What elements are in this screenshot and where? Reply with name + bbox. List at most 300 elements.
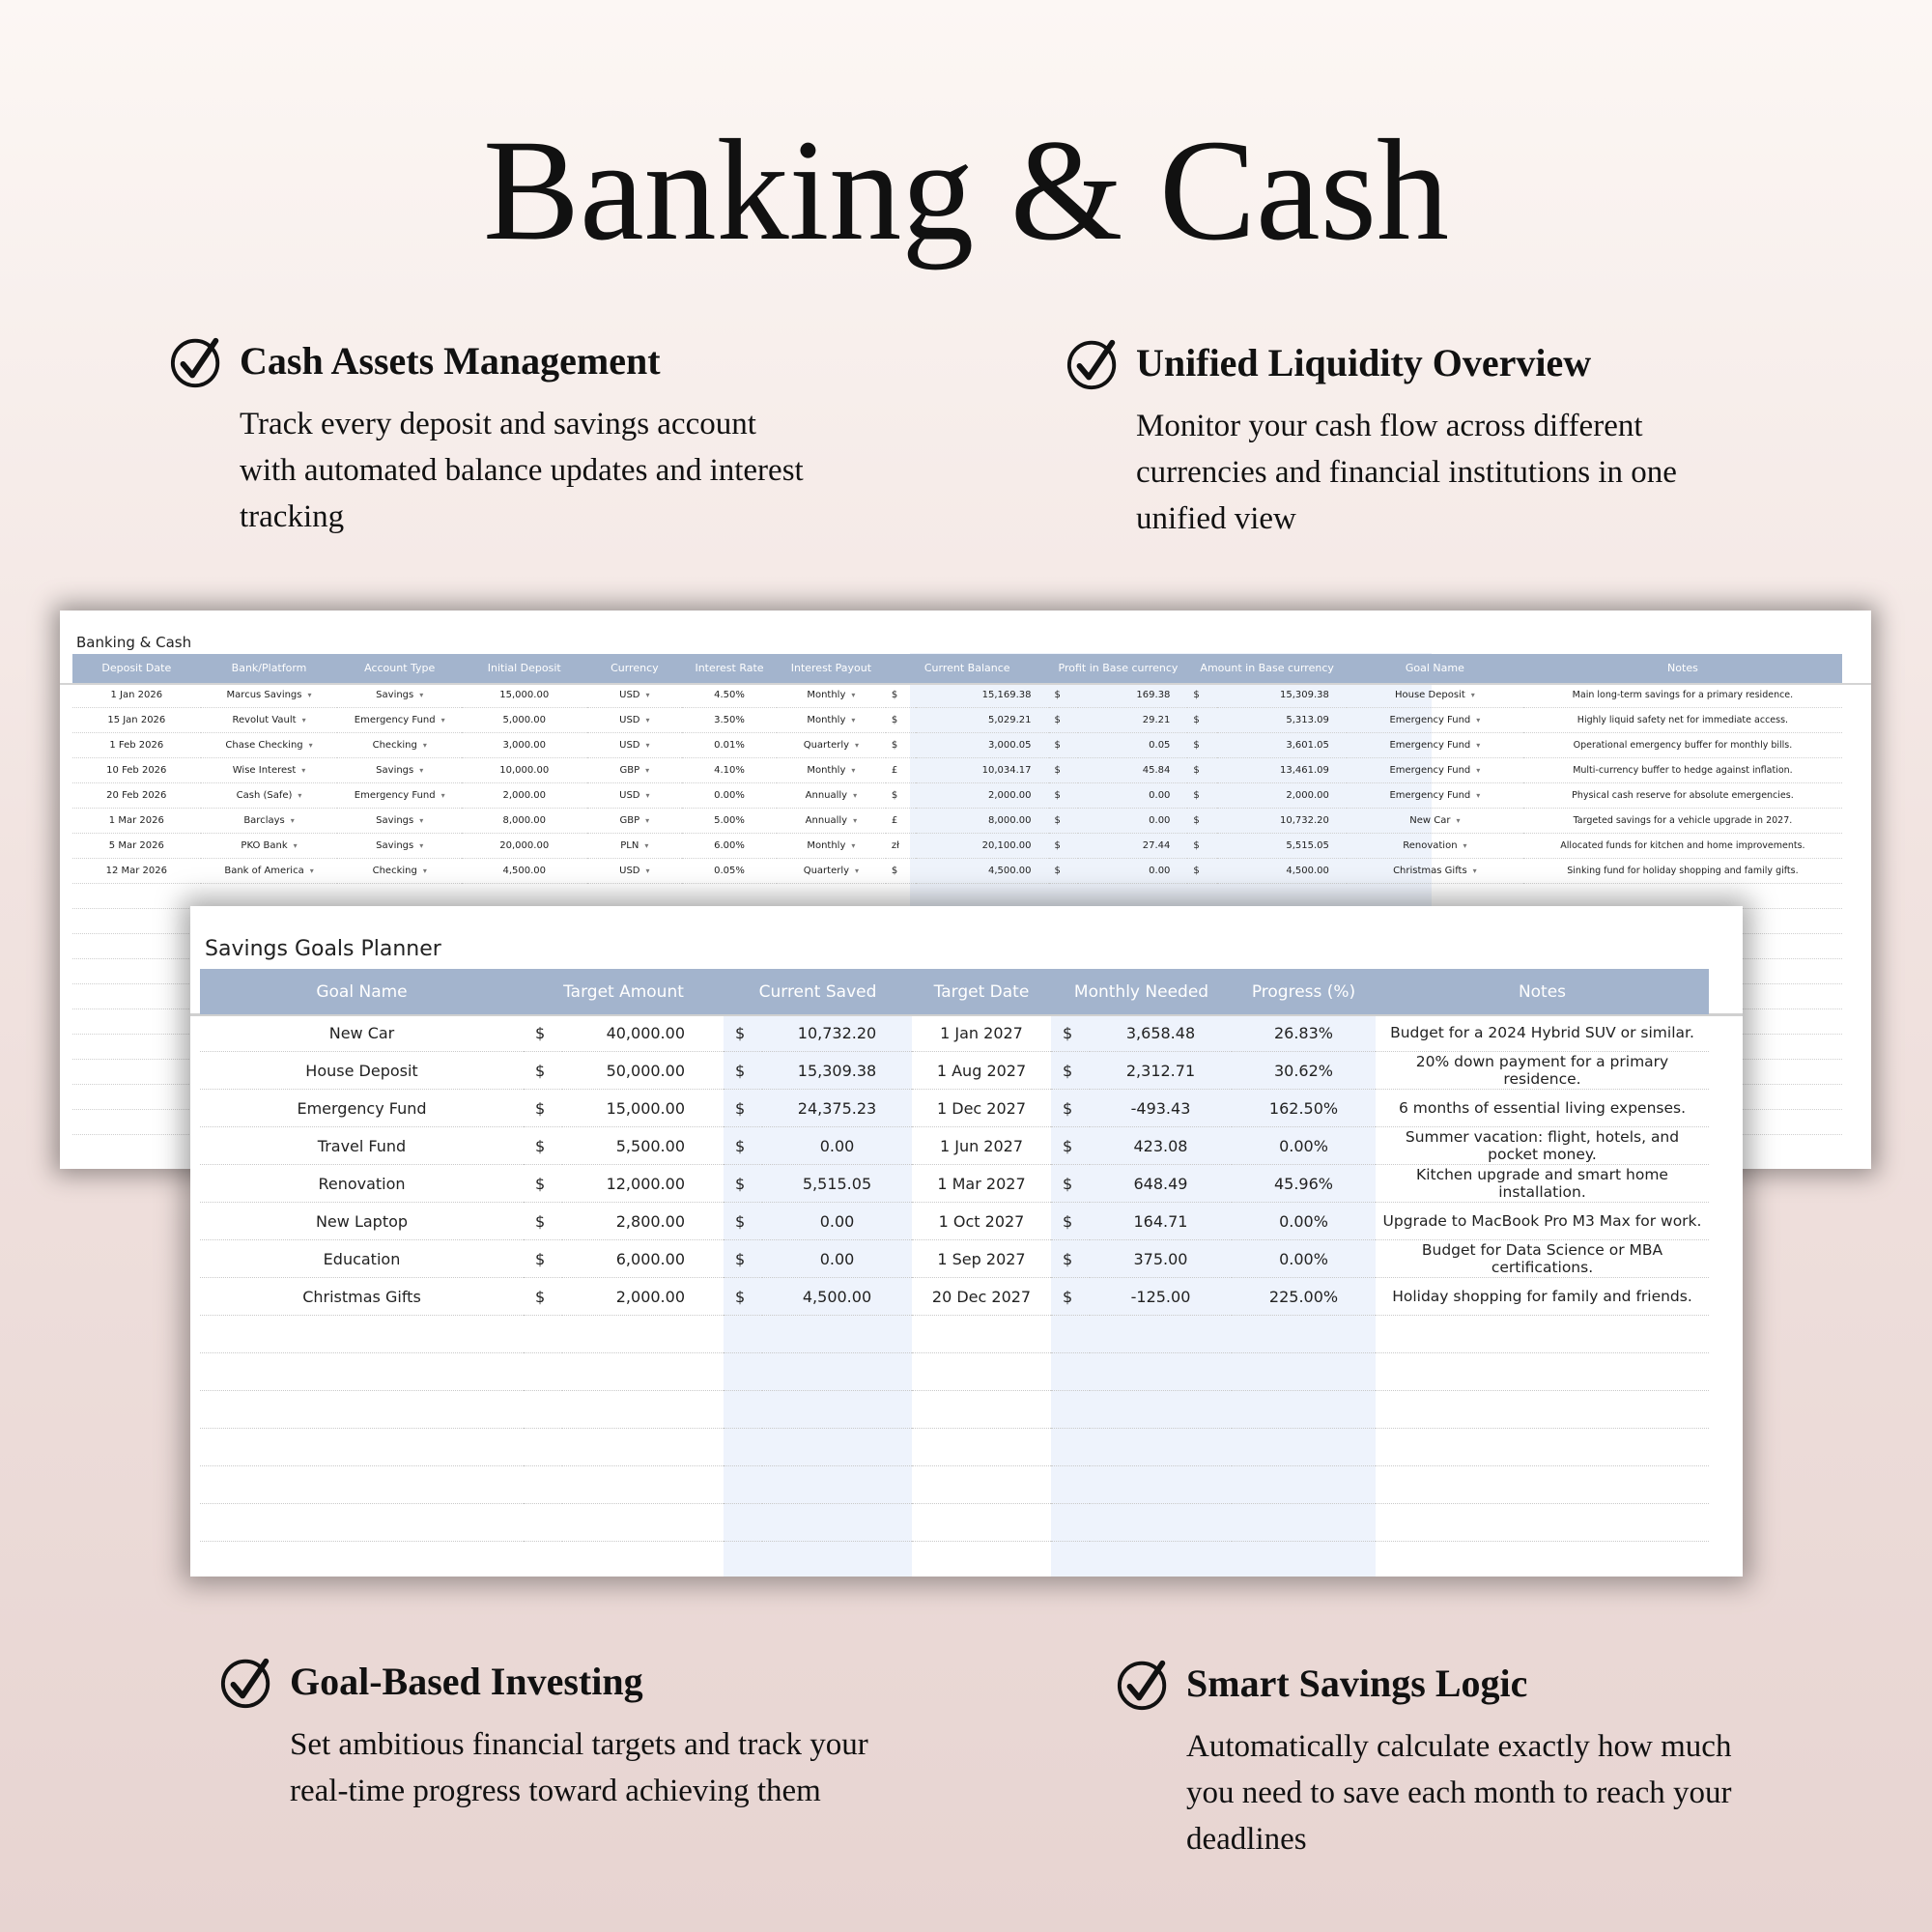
empty-cell[interactable] (462, 884, 587, 909)
currency-cell[interactable] (587, 758, 683, 783)
empty-cell[interactable] (200, 1466, 524, 1504)
target-date-cell[interactable] (912, 1090, 1051, 1127)
dropdown-arrow-icon[interactable]: ▾ (419, 766, 424, 775)
monthly-needed-cell-value: -125.00 (1130, 1287, 1191, 1306)
initial-deposit-cell[interactable] (462, 783, 587, 809)
progress-cell (1232, 1127, 1376, 1165)
empty-cell[interactable] (72, 1060, 201, 1085)
target-date-cell-value: 1 Mar 2027 (937, 1174, 1026, 1193)
deposit-date-cell[interactable] (72, 859, 201, 884)
goal-name-cell[interactable] (1347, 758, 1523, 783)
dropdown-arrow-icon[interactable]: ▾ (645, 741, 650, 750)
dropdown-arrow-icon[interactable]: ▾ (419, 841, 424, 850)
initial-deposit-cell[interactable] (462, 834, 587, 859)
interest-payout-cell[interactable] (777, 859, 886, 884)
currency-symbol-cell (1049, 809, 1079, 834)
empty-cell[interactable] (1051, 1316, 1090, 1353)
empty-cell[interactable] (72, 884, 201, 909)
currency-symbol-cell-value: $ (891, 715, 898, 725)
notes-cell[interactable] (1376, 1240, 1709, 1278)
empty-cell[interactable] (1232, 1542, 1376, 1577)
interest-rate-cell[interactable] (682, 783, 777, 809)
target-date-cell[interactable] (912, 1052, 1051, 1090)
empty-cell[interactable] (562, 1504, 724, 1542)
empty-cell[interactable] (200, 1353, 524, 1391)
currency-symbol-cell-value: $ (735, 1211, 746, 1231)
current-balance-cell-value: 3,000.05 (987, 740, 1032, 751)
target-date-cell[interactable] (912, 1014, 1051, 1052)
dropdown-arrow-icon[interactable]: ▾ (440, 716, 445, 724)
empty-cell[interactable] (72, 1035, 201, 1060)
dropdown-arrow-icon[interactable]: ▾ (301, 766, 306, 775)
col-header[interactable]: Goal Name (1347, 654, 1523, 683)
dropdown-arrow-icon[interactable]: ▾ (645, 867, 650, 875)
empty-cell[interactable] (1232, 1391, 1376, 1429)
empty-cell[interactable] (72, 1085, 201, 1110)
dropdown-arrow-icon[interactable]: ▾ (419, 816, 424, 825)
empty-cell[interactable] (724, 1316, 762, 1353)
notes-cell[interactable] (1523, 859, 1842, 884)
table-row (72, 834, 1842, 859)
table-row (72, 783, 1842, 809)
dropdown-arrow-icon[interactable]: ▾ (1470, 691, 1475, 699)
interest-payout-cell[interactable] (777, 783, 886, 809)
currency-cell[interactable] (587, 783, 683, 809)
empty-cell[interactable] (724, 1353, 762, 1391)
goal-name-cell[interactable] (1347, 859, 1523, 884)
empty-cell[interactable] (912, 1504, 1051, 1542)
initial-deposit-cell[interactable] (462, 859, 587, 884)
empty-cell[interactable] (1051, 1429, 1090, 1466)
bank-platform-cell[interactable] (201, 859, 338, 884)
amount-base-cell-value: 5,313.09 (1286, 715, 1329, 725)
progress-cell-value: 0.00% (1279, 1249, 1328, 1268)
notes-cell[interactable] (1376, 1278, 1709, 1316)
goal-name-cell[interactable] (1347, 834, 1523, 859)
empty-cell[interactable] (1232, 1429, 1376, 1466)
currency-symbol-cell (724, 1165, 762, 1203)
empty-cell[interactable] (762, 1429, 912, 1466)
col-header[interactable]: Account Type (337, 654, 462, 683)
profit-cell (1078, 733, 1187, 758)
profit-cell-value: 0.00 (1149, 790, 1171, 801)
currency-symbol-cell (1187, 758, 1217, 783)
empty-cell[interactable] (912, 1466, 1051, 1504)
empty-cell[interactable] (562, 1391, 724, 1429)
empty-cell[interactable] (562, 1542, 724, 1577)
col-header[interactable]: Interest Payout (777, 654, 886, 683)
empty-cell[interactable] (201, 884, 338, 909)
empty-cell[interactable] (912, 1429, 1051, 1466)
notes-cell[interactable] (1523, 758, 1842, 783)
empty-cell[interactable] (724, 1466, 762, 1504)
notes-cell[interactable] (1376, 1165, 1709, 1203)
dropdown-arrow-icon[interactable]: ▾ (851, 841, 856, 850)
currency-symbol-cell-value: $ (535, 1023, 546, 1042)
account-type-cell[interactable] (337, 758, 462, 783)
currency-cell[interactable] (587, 733, 683, 758)
feature-description: Automatically calculate exactly how much you need to save each month to reach your deadlines (1186, 1729, 1732, 1857)
col-header[interactable]: Progress (%) (1232, 969, 1376, 1014)
deposit-date-cell-value: 1 Feb 2026 (109, 740, 164, 751)
dropdown-arrow-icon[interactable]: ▾ (1472, 867, 1477, 875)
initial-deposit-cell-value: 2,000.00 (502, 790, 546, 801)
col-header[interactable]: Bank/Platform (201, 654, 338, 683)
empty-cell[interactable] (562, 1316, 724, 1353)
empty-cell[interactable] (337, 884, 462, 909)
dropdown-arrow-icon[interactable]: ▾ (645, 816, 650, 825)
interest-rate-cell[interactable] (682, 708, 777, 733)
goal-name-cell-value: New Car (1409, 815, 1451, 826)
empty-cell[interactable] (200, 1504, 524, 1542)
deposit-date-cell-value: 15 Jan 2026 (107, 715, 166, 725)
dropdown-arrow-icon[interactable]: ▾ (645, 766, 650, 775)
bank-platform-cell-value: Revolut Vault (232, 715, 297, 725)
currency-cell[interactable] (587, 834, 683, 859)
empty-cell[interactable] (1051, 1504, 1090, 1542)
empty-cell[interactable] (912, 1353, 1051, 1391)
empty-cell[interactable] (200, 1316, 524, 1353)
empty-cell[interactable] (524, 1391, 562, 1429)
target-amount-cell[interactable] (562, 1014, 724, 1052)
empty-cell[interactable] (912, 1391, 1051, 1429)
empty-cell[interactable] (72, 909, 201, 934)
col-header[interactable]: Notes (1376, 969, 1709, 1014)
empty-cell[interactable] (524, 1429, 562, 1466)
currency-symbol-cell (724, 1240, 762, 1278)
current-balance-cell (916, 683, 1049, 708)
empty-cell[interactable] (587, 884, 683, 909)
target-amount-cell[interactable] (562, 1090, 724, 1127)
deposit-date-cell[interactable] (72, 758, 201, 783)
interest-rate-cell[interactable] (682, 809, 777, 834)
dropdown-arrow-icon[interactable]: ▾ (645, 716, 650, 724)
initial-deposit-cell[interactable] (462, 758, 587, 783)
empty-cell[interactable] (762, 1391, 912, 1429)
empty-cell[interactable] (1376, 1316, 1709, 1353)
account-type-cell[interactable] (337, 834, 462, 859)
notes-cell[interactable] (1523, 783, 1842, 809)
interest-rate-cell[interactable] (682, 733, 777, 758)
empty-cell[interactable] (886, 884, 916, 909)
amount-base-cell-value: 5,515.05 (1286, 840, 1329, 851)
bank-platform-cell[interactable] (201, 733, 338, 758)
dropdown-arrow-icon[interactable]: ▾ (1476, 716, 1481, 724)
goal-name-cell[interactable] (1347, 683, 1523, 708)
empty-cell[interactable] (916, 884, 1049, 909)
empty-cell[interactable] (524, 1466, 562, 1504)
col-header[interactable]: Target Date (912, 969, 1051, 1014)
empty-cell[interactable] (1051, 1542, 1090, 1577)
deposit-date-cell[interactable] (72, 783, 201, 809)
interest-payout-cell-value: Monthly (807, 690, 846, 700)
interest-payout-cell[interactable] (777, 708, 886, 733)
empty-cell[interactable] (682, 884, 777, 909)
bank-platform-cell[interactable] (201, 708, 338, 733)
empty-cell[interactable] (562, 1466, 724, 1504)
notes-cell-value: Holiday shopping for family and friends. (1392, 1288, 1692, 1305)
target-amount-cell[interactable] (562, 1165, 724, 1203)
initial-deposit-cell[interactable] (462, 733, 587, 758)
bank-platform-cell[interactable] (201, 683, 338, 708)
interest-rate-cell[interactable] (682, 683, 777, 708)
col-header[interactable]: Current Saved (724, 969, 912, 1014)
account-type-cell[interactable] (337, 683, 462, 708)
account-type-cell[interactable] (337, 733, 462, 758)
notes-cell[interactable] (1376, 1203, 1709, 1240)
deposit-date-cell[interactable] (72, 683, 201, 708)
deposit-date-cell[interactable] (72, 708, 201, 733)
empty-row (200, 1542, 1709, 1577)
dropdown-arrow-icon[interactable]: ▾ (1463, 841, 1467, 850)
account-type-cell[interactable] (337, 783, 462, 809)
dropdown-arrow-icon[interactable]: ▾ (308, 741, 313, 750)
empty-cell[interactable] (1051, 1353, 1090, 1391)
interest-rate-cell[interactable] (682, 834, 777, 859)
empty-row (72, 884, 1842, 909)
table-row (72, 708, 1842, 733)
amount-base-cell (1217, 783, 1347, 809)
notes-cell[interactable] (1523, 834, 1842, 859)
empty-cell[interactable] (72, 934, 201, 959)
dropdown-arrow-icon[interactable]: ▾ (422, 867, 427, 875)
dropdown-arrow-icon[interactable]: ▾ (293, 841, 298, 850)
col-header[interactable]: Monthly Needed (1051, 969, 1232, 1014)
empty-cell[interactable] (1049, 884, 1079, 909)
goal-name-cell[interactable] (200, 1240, 524, 1278)
feature-goal-based (219, 1654, 895, 1866)
empty-cell[interactable] (200, 1429, 524, 1466)
currency-cell[interactable] (587, 708, 683, 733)
dropdown-arrow-icon[interactable]: ▾ (1476, 791, 1481, 800)
table-row (72, 683, 1842, 708)
dropdown-arrow-icon[interactable]: ▾ (422, 741, 427, 750)
empty-cell[interactable] (72, 984, 201, 1009)
empty-cell[interactable] (762, 1353, 912, 1391)
goal-name-cell[interactable] (1347, 708, 1523, 733)
goal-name-cell[interactable] (1347, 733, 1523, 758)
currency-cell-value: USD (619, 790, 640, 801)
empty-cell[interactable] (777, 884, 886, 909)
target-date-cell[interactable] (912, 1240, 1051, 1278)
dropdown-arrow-icon[interactable]: ▾ (851, 766, 856, 775)
dropdown-arrow-icon[interactable]: ▾ (298, 791, 302, 800)
empty-cell[interactable] (524, 1542, 562, 1577)
profit-cell (1078, 809, 1187, 834)
bank-platform-cell[interactable] (201, 783, 338, 809)
empty-cell[interactable] (1347, 884, 1523, 909)
currency-cell[interactable] (587, 683, 683, 708)
dropdown-arrow-icon[interactable]: ▾ (1456, 816, 1461, 825)
empty-cell[interactable] (724, 1542, 762, 1577)
col-header[interactable]: Amount in Base currency (1187, 654, 1346, 683)
currency-symbol-cell-value: $ (1063, 1211, 1073, 1231)
dropdown-arrow-icon[interactable]: ▾ (309, 867, 314, 875)
currency-symbol-cell (1187, 859, 1217, 884)
col-header[interactable]: Target Amount (524, 969, 724, 1014)
account-type-cell[interactable] (337, 708, 462, 733)
col-header[interactable]: Currency (587, 654, 683, 683)
currency-cell[interactable] (587, 859, 683, 884)
dropdown-arrow-icon[interactable]: ▾ (440, 791, 445, 800)
empty-cell[interactable] (912, 1316, 1051, 1353)
bank-platform-cell[interactable] (201, 758, 338, 783)
empty-cell[interactable] (762, 1466, 912, 1504)
empty-cell[interactable] (1232, 1466, 1376, 1504)
col-header[interactable]: Notes (1523, 654, 1842, 683)
goal-name-cell[interactable] (1347, 783, 1523, 809)
dropdown-arrow-icon[interactable]: ▾ (290, 816, 295, 825)
target-date-cell[interactable] (912, 1203, 1051, 1240)
target-amount-cell[interactable] (562, 1052, 724, 1090)
goal-name-cell[interactable] (200, 1278, 524, 1316)
account-type-cell[interactable] (337, 809, 462, 834)
target-date-cell[interactable] (912, 1278, 1051, 1316)
empty-cell[interactable] (562, 1429, 724, 1466)
target-amount-cell[interactable] (562, 1278, 724, 1316)
goal-name-cell[interactable] (200, 1052, 524, 1090)
empty-cell[interactable] (1376, 1353, 1709, 1391)
target-amount-cell[interactable] (562, 1203, 724, 1240)
dropdown-arrow-icon[interactable]: ▾ (644, 841, 649, 850)
empty-cell[interactable] (1376, 1429, 1709, 1466)
empty-cell[interactable] (1090, 1429, 1232, 1466)
empty-cell[interactable] (912, 1542, 1051, 1577)
empty-cell[interactable] (1090, 1353, 1232, 1391)
currency-symbol-cell-value: $ (1063, 1061, 1073, 1080)
bank-platform-cell[interactable] (201, 834, 338, 859)
goal-name-cell[interactable] (200, 1127, 524, 1165)
dropdown-arrow-icon[interactable]: ▾ (855, 741, 860, 750)
dropdown-arrow-icon[interactable]: ▾ (419, 691, 424, 699)
empty-cell[interactable] (724, 1429, 762, 1466)
empty-cell[interactable] (1376, 1542, 1709, 1577)
dropdown-arrow-icon[interactable]: ▾ (301, 716, 306, 724)
interest-payout-cell[interactable] (777, 758, 886, 783)
currency-cell[interactable] (587, 809, 683, 834)
col-header[interactable]: Goal Name (200, 969, 524, 1014)
empty-cell[interactable] (1090, 1466, 1232, 1504)
col-header[interactable]: Profit in Base currency (1049, 654, 1188, 683)
notes-cell[interactable] (1523, 683, 1842, 708)
dropdown-arrow-icon[interactable]: ▾ (645, 691, 650, 699)
notes-cell[interactable] (1376, 1014, 1709, 1052)
currency-symbol-cell-value: $ (1193, 690, 1200, 700)
interest-payout-cell[interactable] (777, 834, 886, 859)
dropdown-arrow-icon[interactable]: ▾ (853, 791, 858, 800)
empty-cell[interactable] (1090, 1391, 1232, 1429)
empty-cell[interactable] (1232, 1316, 1376, 1353)
notes-cell[interactable] (1376, 1127, 1709, 1165)
empty-cell[interactable] (72, 1009, 201, 1035)
goal-name-cell[interactable] (200, 1203, 524, 1240)
dropdown-arrow-icon[interactable]: ▾ (853, 816, 858, 825)
empty-cell[interactable] (524, 1504, 562, 1542)
interest-payout-cell[interactable] (777, 809, 886, 834)
empty-cell[interactable] (1090, 1504, 1232, 1542)
empty-cell[interactable] (72, 959, 201, 984)
col-header[interactable]: Deposit Date (72, 654, 201, 683)
bank-platform-cell[interactable] (201, 809, 338, 834)
target-date-cell[interactable] (912, 1165, 1051, 1203)
target-amount-cell[interactable] (562, 1240, 724, 1278)
amount-base-cell (1217, 758, 1347, 783)
empty-cell[interactable] (1051, 1391, 1090, 1429)
interest-payout-cell[interactable] (777, 733, 886, 758)
col-header[interactable]: Current Balance (886, 654, 1049, 683)
empty-cell[interactable] (524, 1353, 562, 1391)
empty-cell[interactable] (200, 1391, 524, 1429)
notes-cell[interactable] (1523, 708, 1842, 733)
dropdown-arrow-icon[interactable]: ▾ (855, 867, 860, 875)
notes-cell[interactable] (1523, 733, 1842, 758)
interest-payout-cell[interactable] (777, 683, 886, 708)
empty-cell[interactable] (1376, 1391, 1709, 1429)
empty-cell[interactable] (1376, 1466, 1709, 1504)
dropdown-arrow-icon[interactable]: ▾ (851, 716, 856, 724)
col-header[interactable]: Interest Rate (682, 654, 777, 683)
col-header[interactable]: Initial Deposit (462, 654, 587, 683)
empty-cell[interactable] (724, 1504, 762, 1542)
deposit-date-cell[interactable] (72, 834, 201, 859)
dropdown-arrow-icon[interactable]: ▾ (1476, 766, 1481, 775)
empty-cell[interactable] (1232, 1504, 1376, 1542)
empty-cell[interactable] (524, 1316, 562, 1353)
empty-cell[interactable] (1232, 1353, 1376, 1391)
empty-cell[interactable] (1376, 1504, 1709, 1542)
goal-name-cell[interactable] (200, 1014, 524, 1052)
empty-cell[interactable] (724, 1391, 762, 1429)
dropdown-arrow-icon[interactable]: ▾ (307, 691, 312, 699)
initial-deposit-cell[interactable] (462, 809, 587, 834)
deposit-date-cell-value: 20 Feb 2026 (106, 790, 167, 801)
empty-cell[interactable] (1187, 884, 1217, 909)
deposit-date-cell[interactable] (72, 809, 201, 834)
empty-cell[interactable] (762, 1316, 912, 1353)
notes-cell[interactable] (1523, 809, 1842, 834)
goal-name-cell[interactable] (200, 1165, 524, 1203)
empty-cell[interactable] (1090, 1316, 1232, 1353)
interest-rate-cell[interactable] (682, 859, 777, 884)
deposit-date-cell[interactable] (72, 733, 201, 758)
current-balance-cell (916, 834, 1049, 859)
dropdown-arrow-icon[interactable]: ▾ (645, 791, 650, 800)
empty-cell[interactable] (1090, 1542, 1232, 1577)
notes-cell[interactable] (1376, 1052, 1709, 1090)
account-type-cell[interactable] (337, 859, 462, 884)
initial-deposit-cell[interactable] (462, 708, 587, 733)
current-balance-cell-value: 5,029.21 (987, 715, 1032, 725)
dropdown-arrow-icon[interactable]: ▾ (851, 691, 856, 699)
empty-cell[interactable] (762, 1542, 912, 1577)
goal-name-cell[interactable] (200, 1090, 524, 1127)
empty-cell[interactable] (1523, 884, 1842, 909)
target-amount-cell[interactable] (562, 1127, 724, 1165)
empty-cell[interactable] (762, 1504, 912, 1542)
empty-cell[interactable] (562, 1353, 724, 1391)
empty-cell[interactable] (200, 1542, 524, 1577)
empty-cell[interactable] (1051, 1466, 1090, 1504)
target-date-cell[interactable] (912, 1127, 1051, 1165)
empty-cell[interactable] (1217, 884, 1347, 909)
empty-cell[interactable] (72, 1110, 201, 1135)
dropdown-arrow-icon[interactable]: ▾ (1476, 741, 1481, 750)
empty-cell[interactable] (1078, 884, 1187, 909)
notes-cell[interactable] (1376, 1090, 1709, 1127)
interest-rate-cell[interactable] (682, 758, 777, 783)
goal-name-cell[interactable] (1347, 809, 1523, 834)
initial-deposit-cell[interactable] (462, 683, 587, 708)
